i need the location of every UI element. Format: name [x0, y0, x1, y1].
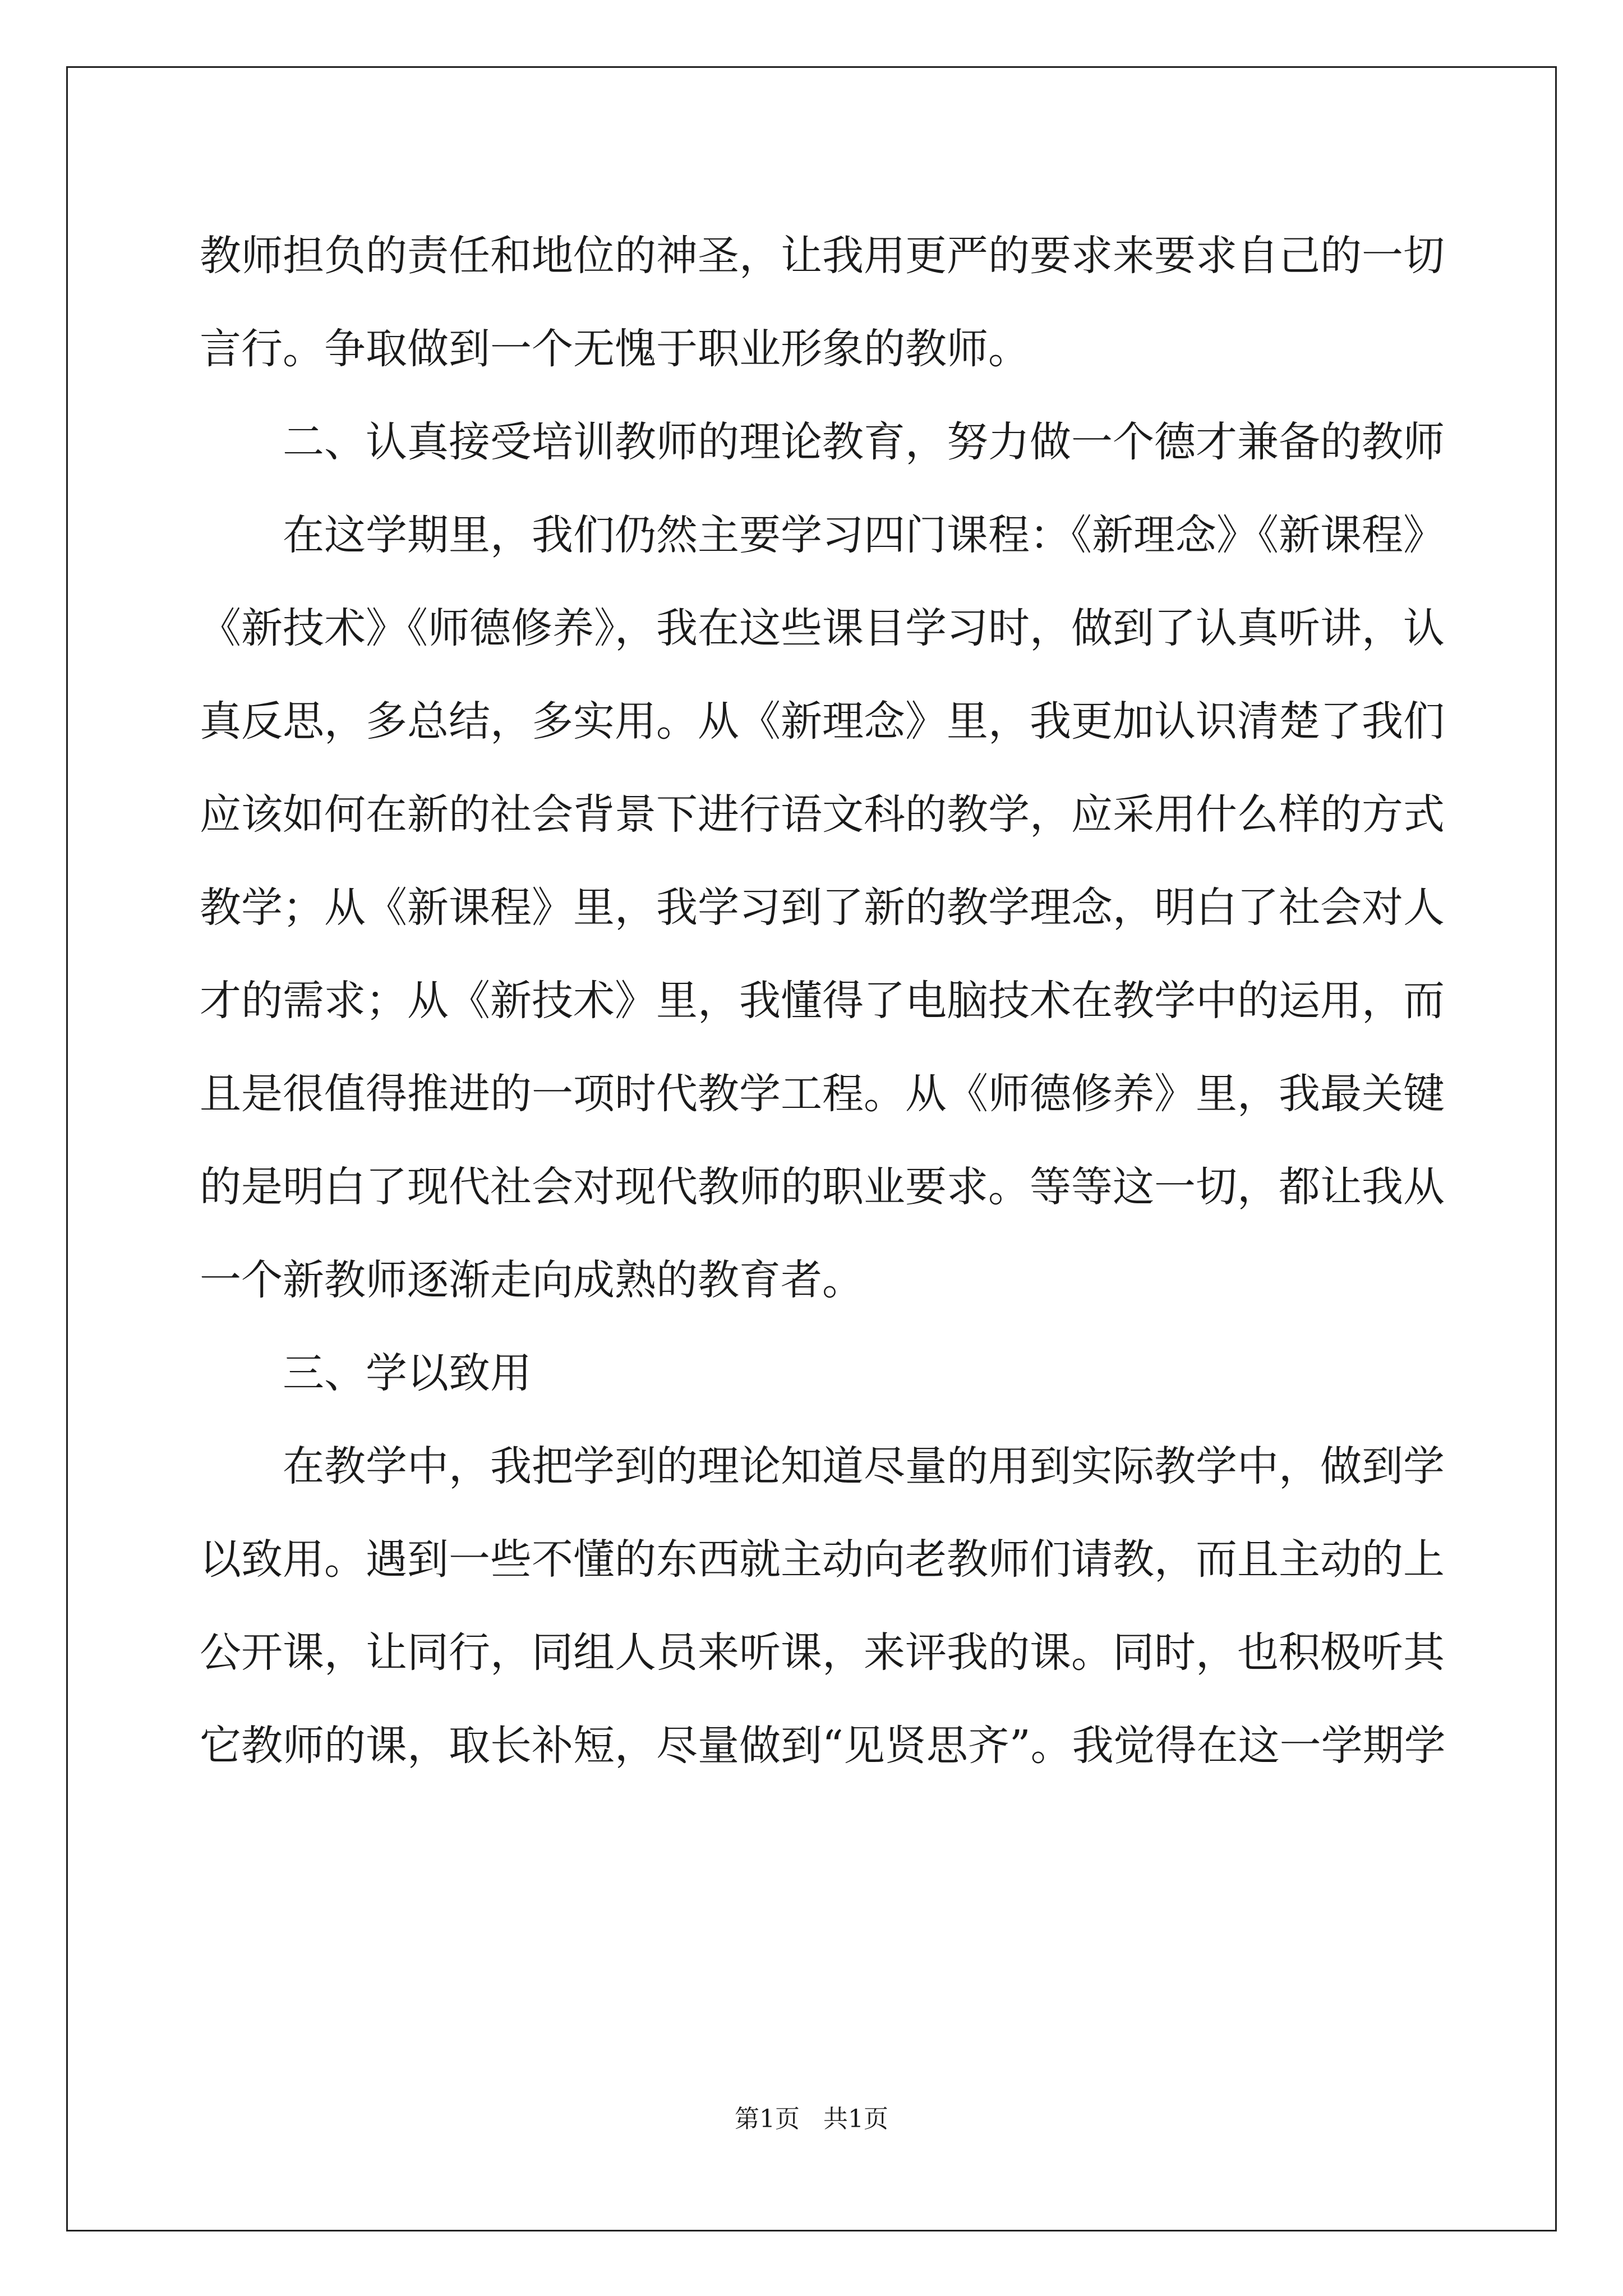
- document-body: [200, 209, 1446, 1792]
- body-line-17: 它教师的课，取长补短，尽量做到“见贤思齐”。我觉得在这一学期学: [200, 1722, 1446, 1770]
- body-line-9: 才的需求；从《新技术》里，我懂得了电脑技术在教学中的运用，而: [200, 977, 1445, 1025]
- body-line-5: 《新技术》《师德修养》，我在这些课目学习时，做到了认真听讲，认: [200, 604, 1445, 652]
- body-line-1: 教师担负的责任和地位的神圣，让我用更严的要求来要求自己的一切: [200, 232, 1445, 280]
- body-line-12: 一个新教师逐渐走向成熟的教育者。: [200, 1256, 864, 1304]
- body-line-8: 教学；从《新课程》里，我学习到了新的教学理念，明白了社会对人: [200, 884, 1445, 932]
- section-heading-2: 二、认真接受培训教师的理论教育，努力做一个德才兼备的教师: [283, 418, 1445, 466]
- body-line-14: 在教学中，我把学到的理论知道尽量的用到实际教学中，做到学: [283, 1442, 1445, 1490]
- body-line-11: 的是明白了现代社会对现代教师的职业要求。等等这一切，都让我从: [200, 1163, 1445, 1211]
- body-line-2: 言行。争取做到一个无愧于职业形象的教师。: [200, 325, 1030, 373]
- body-line-4: 在这学期里，我们仍然主要学习四门课程：《新理念》《新课程》: [283, 511, 1445, 559]
- body-line-10: 且是很值得推进的一项时代教学工程。从《师德修养》里，我最关键: [200, 1070, 1445, 1118]
- page-footer: 第1页 共1页: [735, 2105, 888, 2133]
- body-line-6: 真反思，多总结，多实用。从《新理念》里，我更加认识清楚了我们: [200, 697, 1445, 746]
- body-line-7: 应该如何在新的社会背景下进行语文科的教学，应采用什么样的方式: [200, 790, 1445, 839]
- body-line-15: 以致用。遇到一些不懂的东西就主动向老教师们请教，而且主动的上: [200, 1535, 1445, 1584]
- section-heading-3: 三、学以致用: [283, 1349, 532, 1397]
- body-line-16: 公开课，让同行，同组人员来听课，来评我的课。同时，也积极听其: [200, 1628, 1445, 1677]
